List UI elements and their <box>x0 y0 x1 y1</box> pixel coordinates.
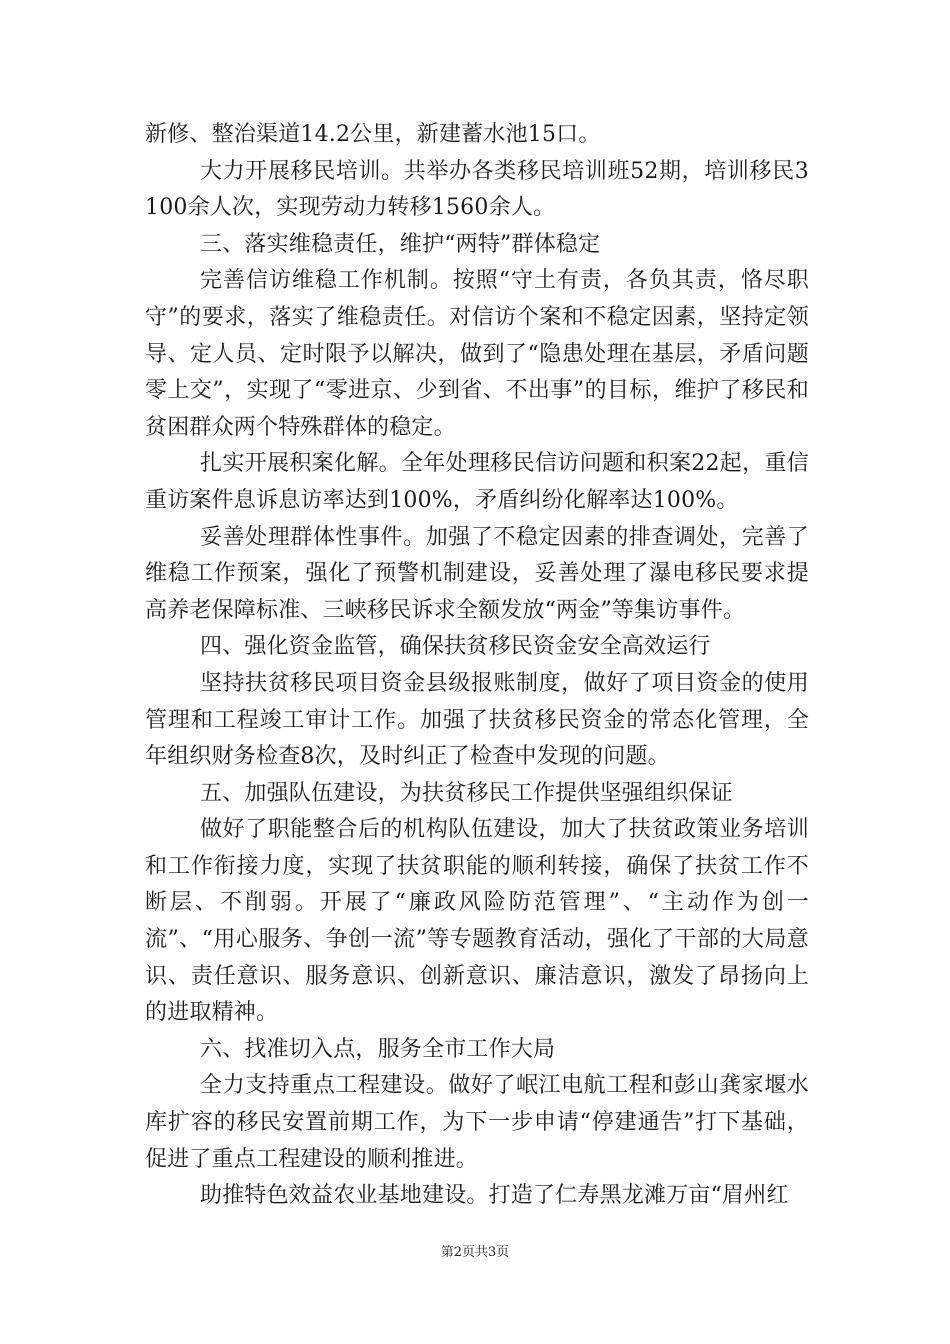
section-heading: 六、找准切入点，服务全市工作大局 <box>200 1036 556 1062</box>
section-heading: 四、强化资金监管，确保扶贫移民资金安全高效运行 <box>200 634 711 660</box>
section-heading: 五、加强队伍建设，为扶贫移民工作提供坚强组织保证 <box>200 780 733 806</box>
paragraph: 全力支持重点工程建设。做好了岷江电航工程和彭山龚家堰水库扩容的移民安置前期工作，为下一步申请“停建通告”打下基础，促进了重点工程建设的顺利推进。 <box>145 1073 809 1172</box>
paragraph: 完善信访维稳工作机制。按照“守土有责，各负其责，恪尽职守”的要求，落实了维稳责任。对信访个案和不稳定因素，坚持定领导、定人员、定时限予以解决，做到了“隐患处理在基层，矛盾问题零上交”，实现了“零进京、少到省、不出事”的目标，维护了移民和贫困群众两个特殊群体的稳定。 <box>145 268 809 440</box>
page-number-label: 第2页共3页 <box>440 1245 510 1260</box>
paragraph: 助推特色效益农业基地建设。打造了仁寿黑龙滩万亩“眉州红 <box>200 1183 789 1209</box>
paragraph: 坚持扶贫移民项目资金县级报账制度，做好了项目资金的使用管理和工程竣工审计工作。加强了扶贫移民资金的常态化管理，全年组织财务检查8次，及时纠正了检查中发现的问题。 <box>145 670 809 770</box>
paragraph: 妥善处理群体性事件。加强了不稳定因素的排查调处，完善了维稳工作预案，强化了预警机制建设，妥善处理了瀑电移民要求提高养老保障标准、三峡移民诉求全额发放“两金”等集访事件。 <box>145 524 809 623</box>
section-heading: 三、落实维稳责任，维护“两特”群体稳定 <box>200 231 601 257</box>
paragraph: 做好了职能整合后的机构队伍建设，加大了扶贫政策业务培训和工作衔接力度，实现了扶贫职能的顺利转接，确保了扶贫工作不断层、不削弱。开展了“廉政风险防范管理”、“主动作为创一流”、“用心服务、争创一流”等专题教育活动，强化了干部的大局意识、责任意识、服务意识、创新意识、廉洁意识，激发了昂扬向上的进取精神。 <box>145 817 809 1026</box>
page-footer <box>0 1245 950 1261</box>
document-body <box>145 117 809 1215</box>
paragraph: 新修、整治渠道14.2公里，新建蓄水池15口。 <box>145 122 601 147</box>
paragraph: 大力开展移民培训。共举办各类移民培训班52期，培训移民3100余人次，实现劳动力转移1560余人。 <box>145 158 809 221</box>
paragraph: 扎实开展积案化解。全年处理移民信访问题和积案22起，重信重访案件息诉息访率达到100%，矛盾纠纷化解率达100%。 <box>145 451 809 513</box>
